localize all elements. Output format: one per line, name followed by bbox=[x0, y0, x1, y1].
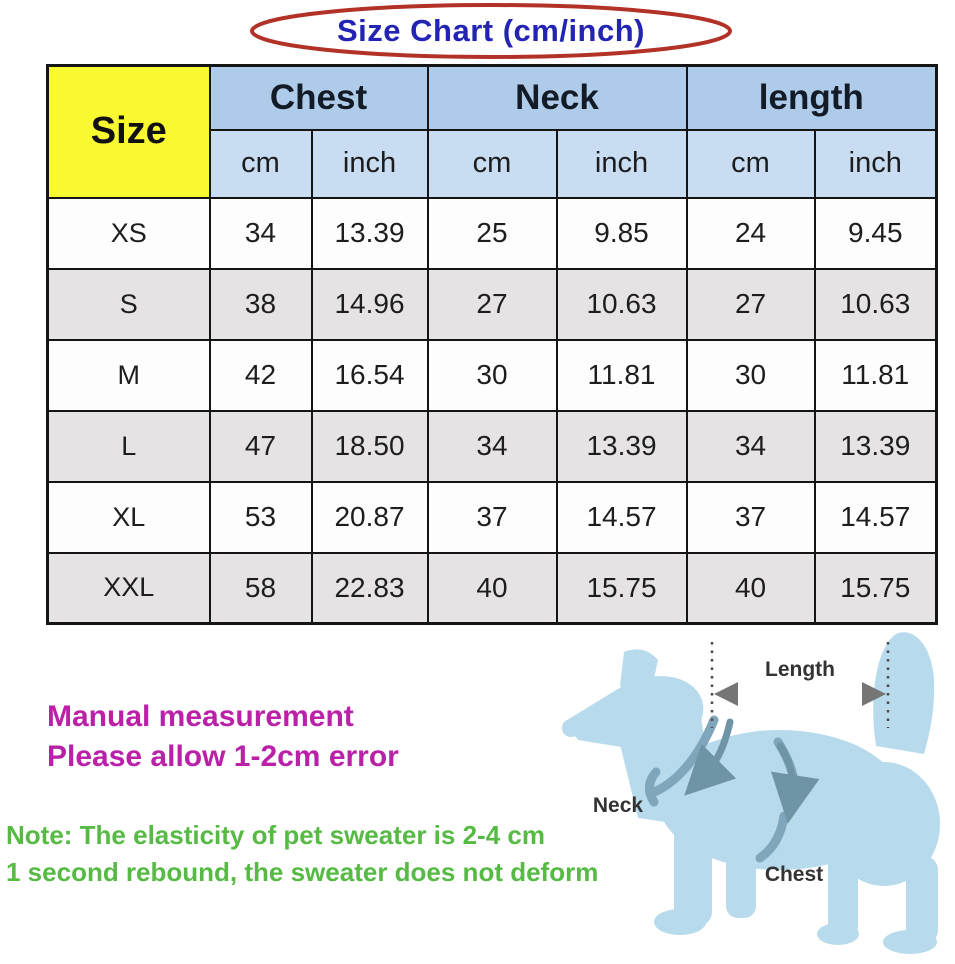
cell-neck-inch: 11.81 bbox=[557, 340, 687, 411]
cell-chest-inch: 16.54 bbox=[312, 340, 428, 411]
cell-chest-cm: 38 bbox=[210, 269, 312, 340]
cell-chest-cm: 47 bbox=[210, 411, 312, 482]
size-label: M bbox=[48, 340, 210, 411]
cell-neck-cm: 30 bbox=[428, 340, 557, 411]
neck-cm-header: cm bbox=[428, 130, 557, 198]
length-annotation bbox=[712, 642, 888, 728]
cell-chest-inch: 20.87 bbox=[312, 482, 428, 553]
cell-length-inch: 9.45 bbox=[815, 198, 937, 269]
cell-chest-cm: 53 bbox=[210, 482, 312, 553]
chest-group-header: Chest bbox=[210, 66, 428, 130]
size-label: XS bbox=[48, 198, 210, 269]
chest-cm-header: cm bbox=[210, 130, 312, 198]
length-arrowhead-left bbox=[714, 682, 738, 706]
cell-length-inch: 15.75 bbox=[815, 553, 937, 624]
size-chart-table bbox=[46, 64, 938, 625]
cell-length-inch: 11.81 bbox=[815, 340, 937, 411]
table-row-xs bbox=[48, 198, 937, 269]
cell-neck-cm: 37 bbox=[428, 482, 557, 553]
cell-length-cm: 24 bbox=[687, 198, 815, 269]
length-inch-header: inch bbox=[815, 130, 937, 198]
cell-length-cm: 27 bbox=[687, 269, 815, 340]
cell-length-cm: 37 bbox=[687, 482, 815, 553]
cell-chest-cm: 42 bbox=[210, 340, 312, 411]
title-banner bbox=[248, 2, 734, 60]
cell-length-cm: 30 bbox=[687, 340, 815, 411]
cell-chest-inch: 18.50 bbox=[312, 411, 428, 482]
cell-chest-cm: 34 bbox=[210, 198, 312, 269]
size-label: S bbox=[48, 269, 210, 340]
elasticity-note-line2: 1 second rebound, the sweater does not deform bbox=[6, 857, 599, 887]
size-column-header: Size bbox=[48, 66, 210, 198]
cell-length-cm: 34 bbox=[687, 411, 815, 482]
elasticity-note bbox=[6, 817, 598, 891]
cell-length-cm: 40 bbox=[687, 553, 815, 624]
chest-label: Chest bbox=[764, 863, 824, 886]
table-row-s bbox=[48, 269, 937, 340]
cell-neck-inch: 14.57 bbox=[557, 482, 687, 553]
neck-group-header: Neck bbox=[428, 66, 687, 130]
elasticity-note-line1: Note: The elasticity of pet sweater is 2-4 cm bbox=[6, 820, 545, 850]
size-label: XL bbox=[48, 482, 210, 553]
cell-chest-inch: 14.96 bbox=[312, 269, 428, 340]
length-cm-header: cm bbox=[687, 130, 815, 198]
cell-neck-cm: 27 bbox=[428, 269, 557, 340]
cell-neck-inch: 15.75 bbox=[557, 553, 687, 624]
size-label: L bbox=[48, 411, 210, 482]
table-row-xl bbox=[48, 482, 937, 553]
chest-inch-header: inch bbox=[312, 130, 428, 198]
cell-chest-cm: 58 bbox=[210, 553, 312, 624]
manual-measurement-line1: Manual measurement bbox=[47, 700, 354, 733]
cell-neck-cm: 34 bbox=[428, 411, 557, 482]
neck-label: Neck bbox=[592, 794, 644, 817]
dog-measurement-diagram bbox=[528, 628, 955, 964]
cell-neck-inch: 13.39 bbox=[557, 411, 687, 482]
cell-neck-inch: 9.85 bbox=[557, 198, 687, 269]
neck-inch-header: inch bbox=[557, 130, 687, 198]
cell-length-inch: 10.63 bbox=[815, 269, 937, 340]
length-group-header: length bbox=[687, 66, 937, 130]
cell-neck-inch: 10.63 bbox=[557, 269, 687, 340]
page-title: Size Chart (cm/inch) bbox=[337, 13, 645, 48]
cell-neck-cm: 40 bbox=[428, 553, 557, 624]
length-label: Length bbox=[765, 658, 835, 681]
cell-chest-inch: 22.83 bbox=[312, 553, 428, 624]
manual-measurement-note bbox=[47, 697, 399, 777]
table-row-m bbox=[48, 340, 937, 411]
size-label: XXL bbox=[48, 553, 210, 624]
cell-chest-inch: 13.39 bbox=[312, 198, 428, 269]
cell-length-inch: 13.39 bbox=[815, 411, 937, 482]
table-row-l bbox=[48, 411, 937, 482]
manual-measurement-line2: Please allow 1-2cm error bbox=[47, 740, 399, 773]
table-row-xxl bbox=[48, 553, 937, 624]
cell-neck-cm: 25 bbox=[428, 198, 557, 269]
cell-length-inch: 14.57 bbox=[815, 482, 937, 553]
